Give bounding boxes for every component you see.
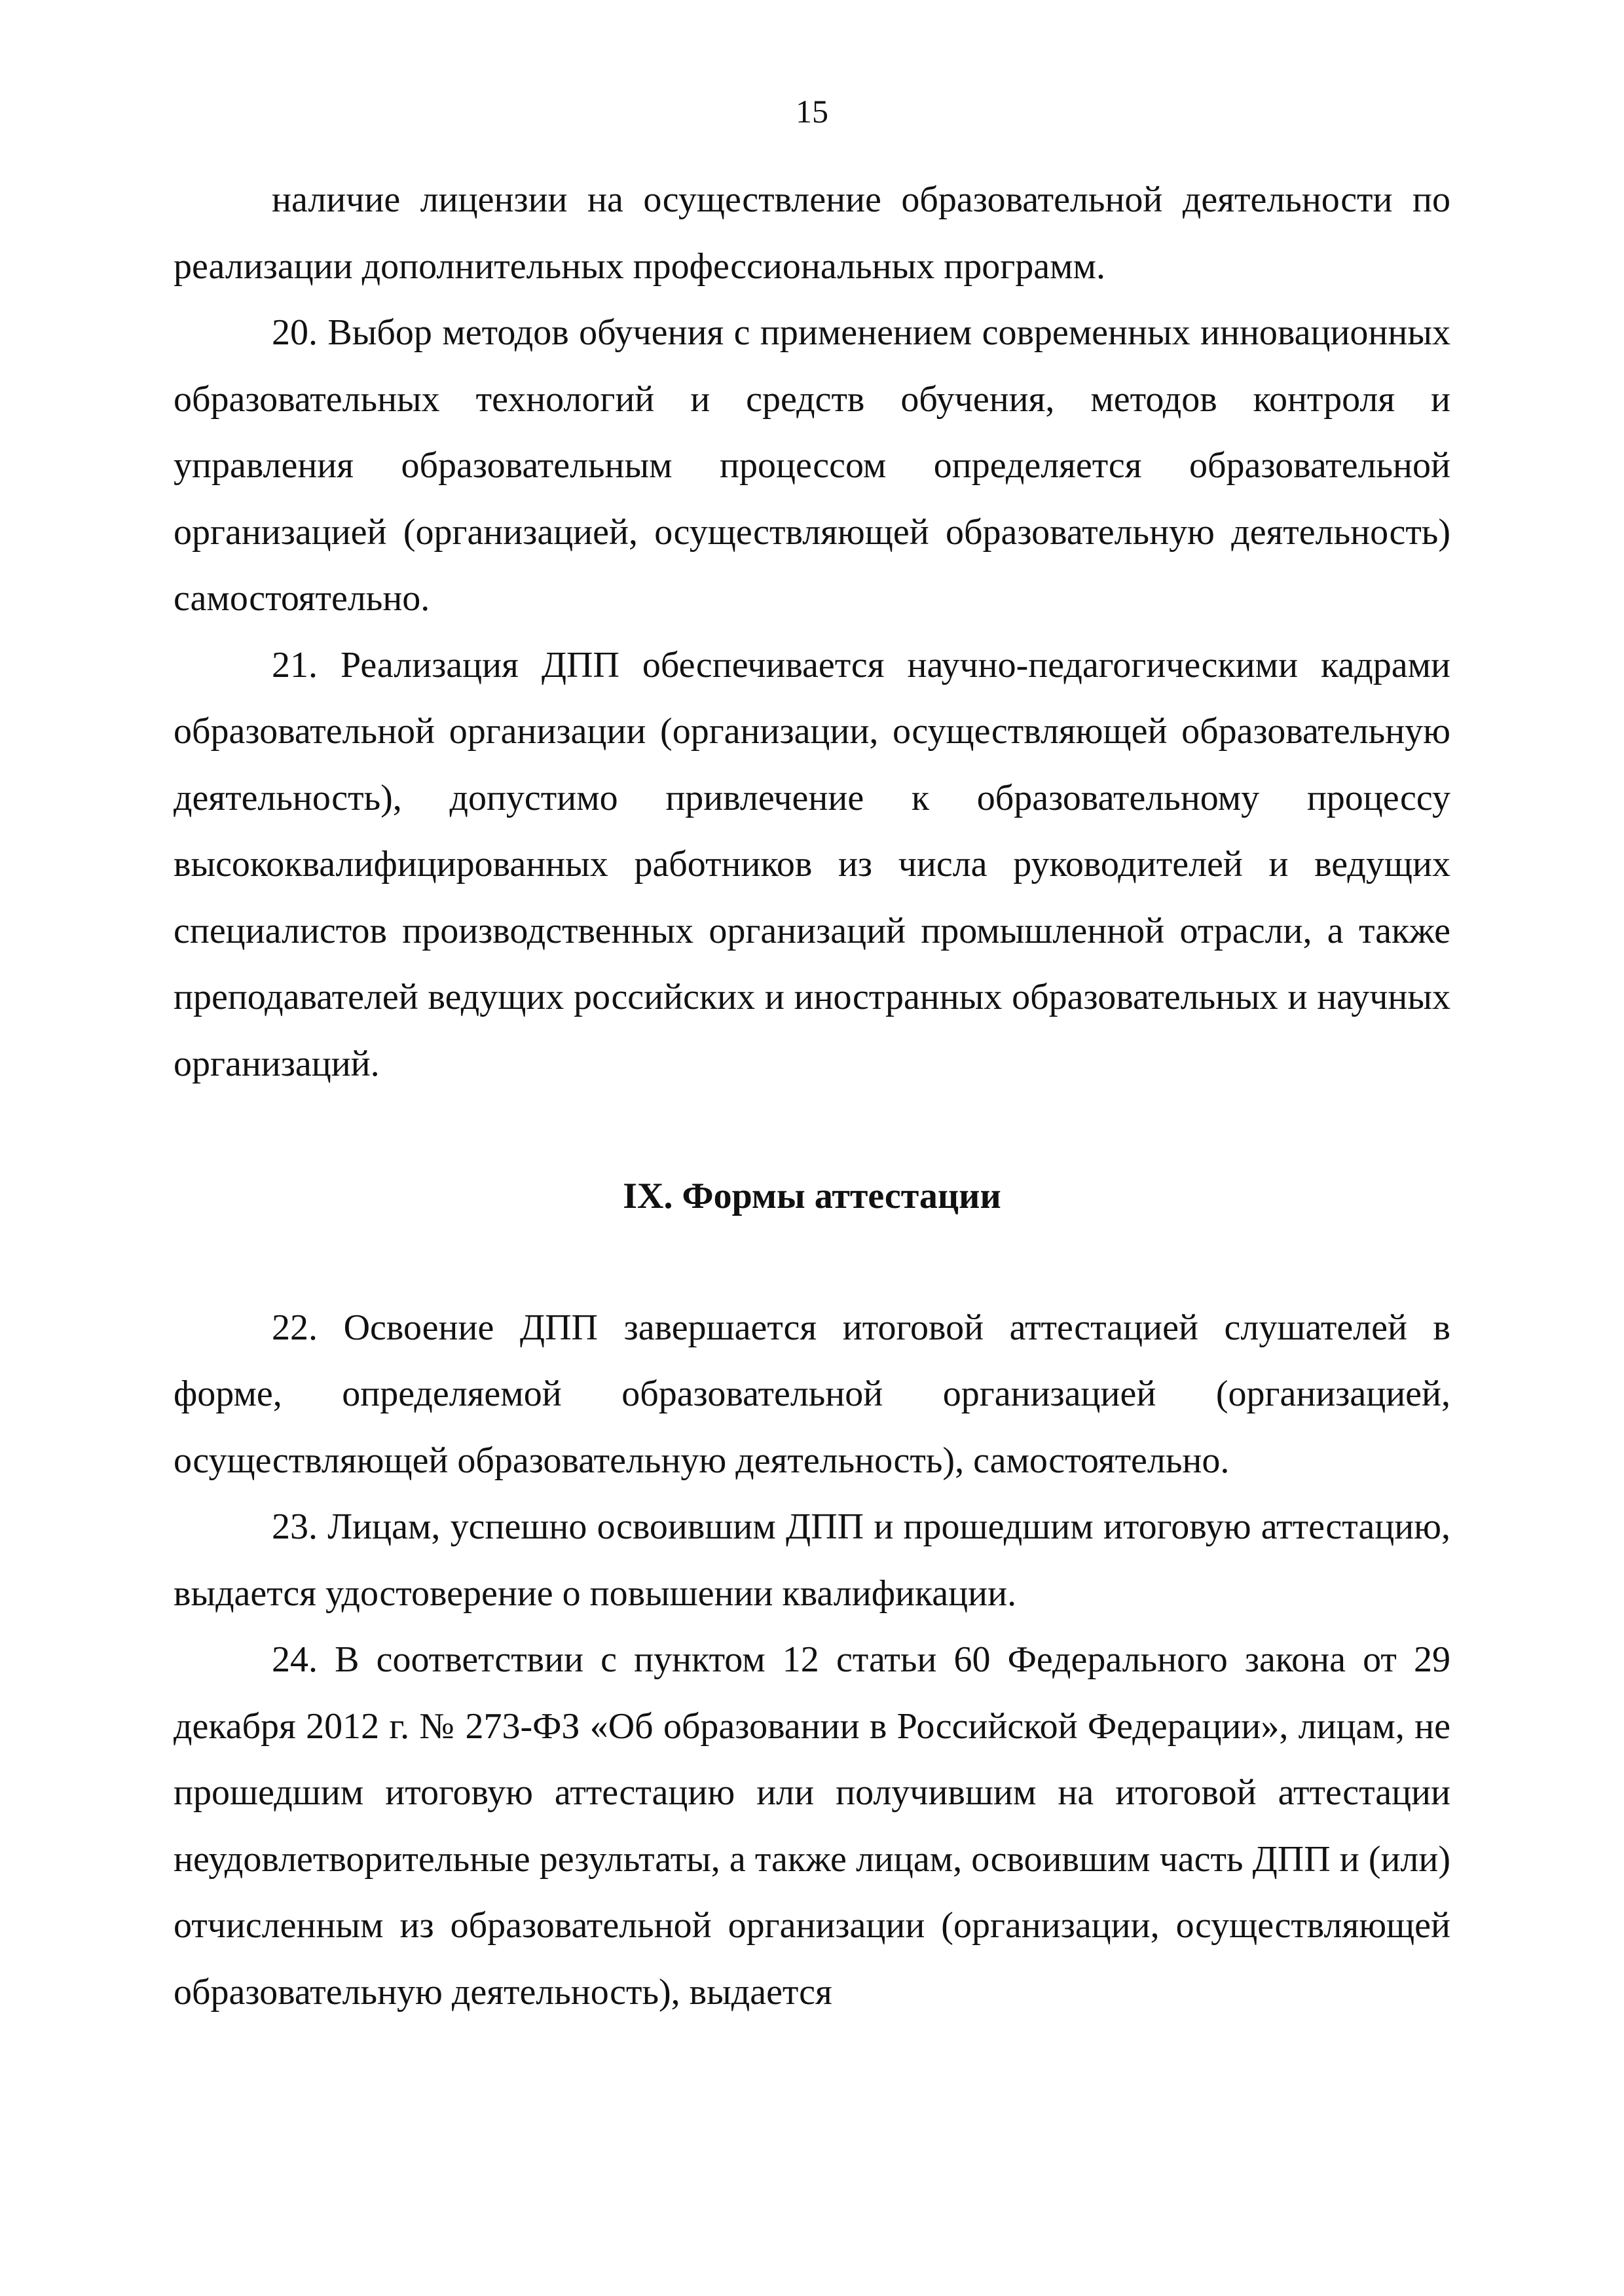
paragraph-23: 23. Лицам, успешно освоившим ДПП и прошедшим итоговую аттестацию, выдается удостоверение о повышении квалификации. [174,1506,1450,1614]
paragraph-22: 22. Освоение ДПП завершается итоговой аттестацией слушателей в форме, определяемой образовательной организацией (организацией, осуществляющей образовательную деятельность), самостоятельно. [174,1307,1450,1481]
paragraph-license: наличие лицензии на осуществление образовательной деятельности по реализации дополнительных профессиональных программ. [174,179,1450,287]
document-body [174,167,1450,2026]
page-number: 15 [796,93,828,130]
paragraph-24: 24. В соответствии с пунктом 12 статьи 60 Федерального закона от 29 декабря 2012 г. № 273-ФЗ «Об образовании в Российской Федерации», лицам, не прошедшим итоговую аттестацию или получившим на итоговой аттестации неудовлетворительные результаты, а также лицам, освоившим часть ДПП и (или) отчисленным из образовательной организации (организации, осуществляющей образовательную деятельность), выдается [174,1639,1450,2013]
paragraph-21: 21. Реализация ДПП обеспечивается научно-педагогическими кадрами образовательной организации (организации, осуществляющей образовательную деятельность), допустимо привлечение к образовательному процессу высококвалифицированных работников из числа руководителей и ведущих специалистов производственных организаций промышленной отрасли, а также преподавателей ведущих российских и иностранных образовательных и научных организаций. [174,644,1450,1084]
paragraph-20: 20. Выбор методов обучения с применением современных инновационных образовательных технологий и средств обучения, методов контроля и управления образовательным процессом определяется образовательной организацией (организацией, осуществляющей образовательную деятельность) самостоятельно. [174,312,1450,619]
section-heading: IX. Формы аттестации [623,1176,1001,1216]
